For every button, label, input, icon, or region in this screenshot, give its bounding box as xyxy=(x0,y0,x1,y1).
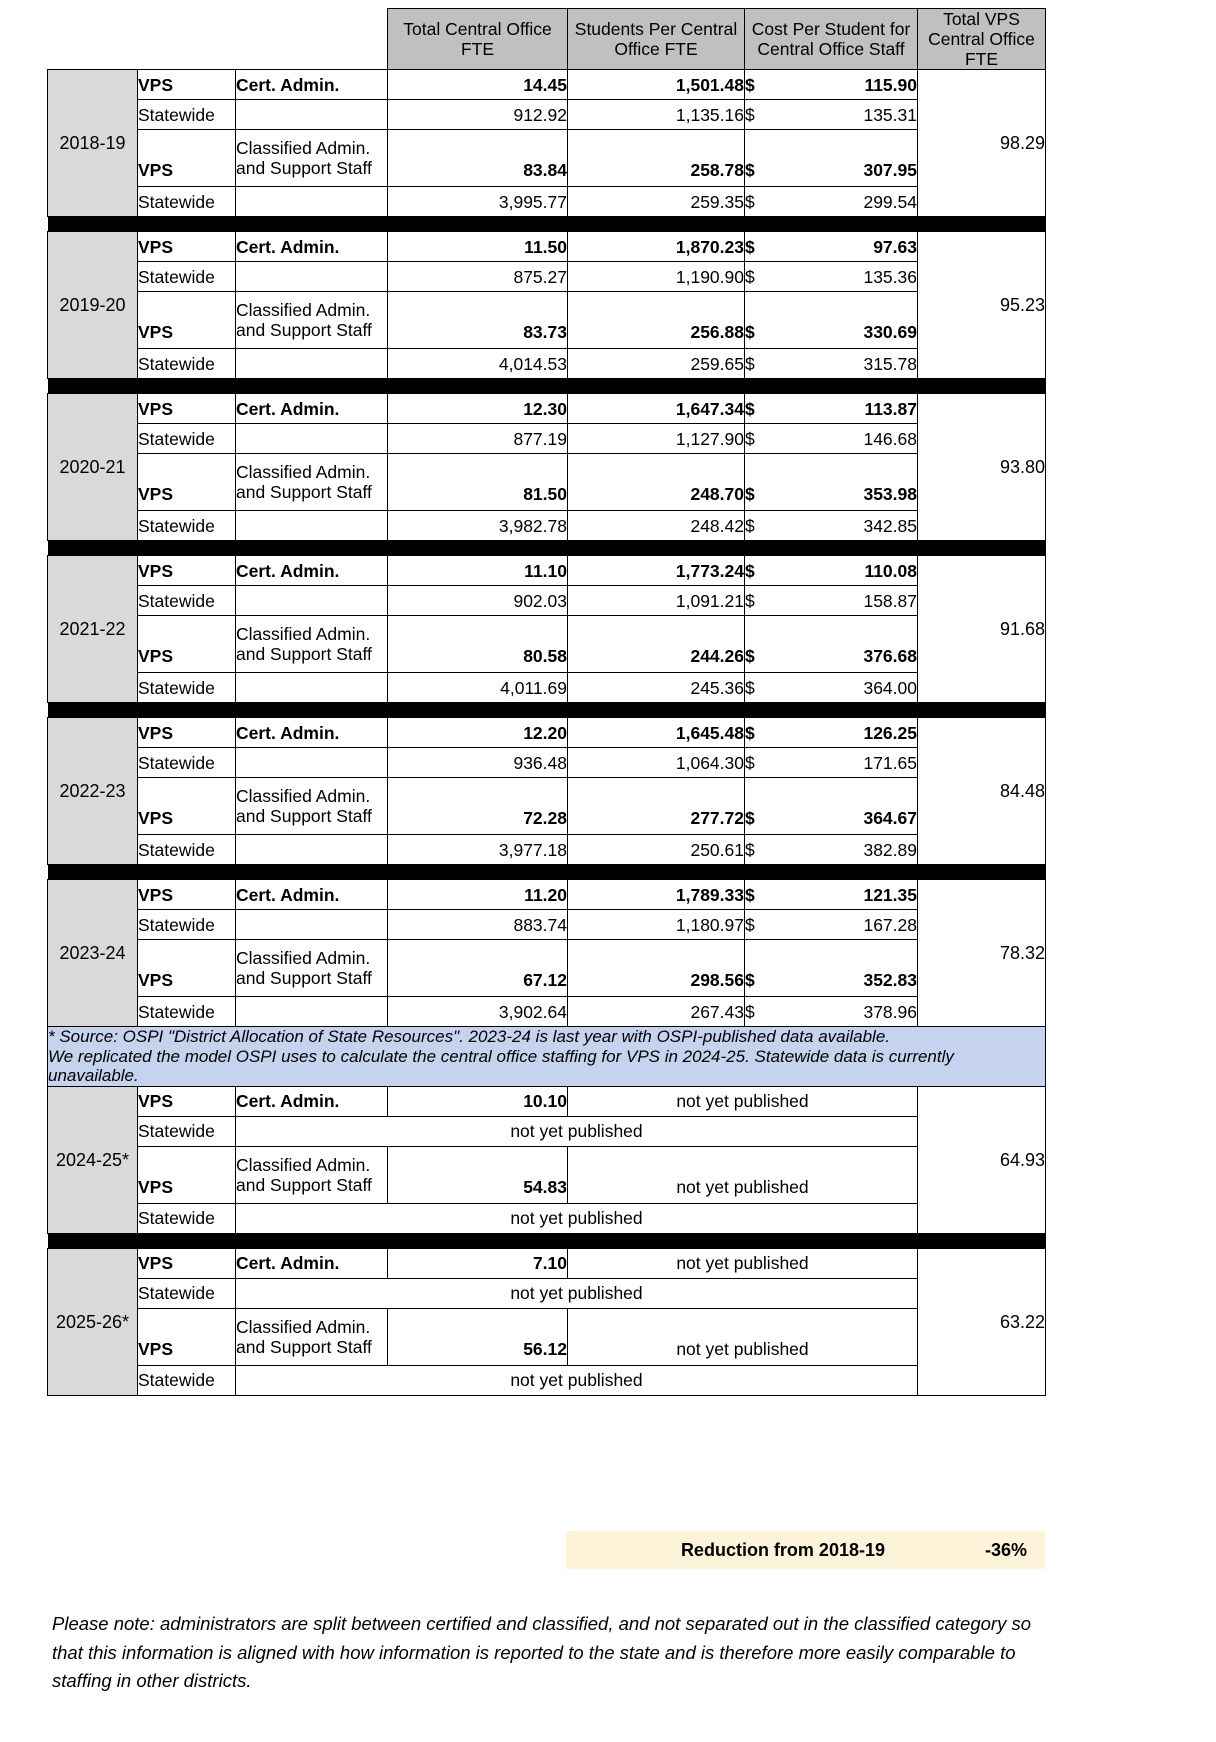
total-central-office-fte-value: 56.12 xyxy=(388,1309,568,1366)
total-central-office-fte-value: 883.74 xyxy=(388,910,568,940)
who-label: Statewide xyxy=(138,262,236,292)
category-label xyxy=(236,586,388,616)
total-central-office-fte-value: 4,014.53 xyxy=(388,349,568,379)
category-label: Classified Admin. and Support Staff xyxy=(236,454,388,511)
who-label: Statewide xyxy=(138,748,236,778)
category-label xyxy=(236,673,388,703)
dollar-sign: $ xyxy=(745,835,775,865)
who-label: VPS xyxy=(138,232,236,262)
total-central-office-fte-value: 72.28 xyxy=(388,778,568,835)
table-row xyxy=(48,586,1046,616)
cost-per-student-value: 158.87 xyxy=(775,586,918,616)
total-central-office-fte-value: 10.10 xyxy=(388,1087,568,1117)
category-label xyxy=(236,349,388,379)
total-vps-central-office-fte-value: 91.68 xyxy=(918,556,1046,703)
table-header-row xyxy=(48,9,1046,70)
students-per-fte-value: 1,127.90 xyxy=(568,424,745,454)
total-vps-central-office-fte-value: 78.32 xyxy=(918,880,1046,1027)
dollar-sign: $ xyxy=(745,511,775,541)
students-per-fte-value: 1,501.48 xyxy=(568,70,745,100)
who-label: Statewide xyxy=(138,1279,236,1309)
category-label: Cert. Admin. xyxy=(236,232,388,262)
who-label: Statewide xyxy=(138,349,236,379)
header-blank-category xyxy=(236,9,388,70)
students-per-fte-value: 258.78 xyxy=(568,130,745,187)
students-per-fte-value: 248.70 xyxy=(568,454,745,511)
category-label: Cert. Admin. xyxy=(236,1249,388,1279)
table-row xyxy=(48,1366,1046,1396)
students-per-fte-value: 267.43 xyxy=(568,997,745,1027)
category-label: Classified Admin. and Support Staff xyxy=(236,1147,388,1204)
category-label xyxy=(236,187,388,217)
category-label: Classified Admin. and Support Staff xyxy=(236,778,388,835)
students-per-fte-value: 1,091.21 xyxy=(568,586,745,616)
cost-per-student-value: 299.54 xyxy=(775,187,918,217)
dollar-sign: $ xyxy=(745,70,775,100)
who-label: Statewide xyxy=(138,511,236,541)
table-row xyxy=(48,835,1046,865)
dollar-sign: $ xyxy=(745,910,775,940)
students-per-fte-value: 259.65 xyxy=(568,349,745,379)
source-note-line-3: unavailable. xyxy=(48,1066,139,1086)
total-central-office-fte-value: 3,902.64 xyxy=(388,997,568,1027)
reduction-banner xyxy=(566,1531,1045,1569)
table-row xyxy=(48,880,1046,910)
cost-per-student-value: 115.90 xyxy=(775,70,918,100)
category-label xyxy=(236,997,388,1027)
dollar-sign: $ xyxy=(745,349,775,379)
who-label: Statewide xyxy=(138,424,236,454)
reduction-label: Reduction from 2018-19 xyxy=(680,1539,885,1560)
year-separator xyxy=(48,217,1046,232)
table-row xyxy=(48,424,1046,454)
students-per-fte-value: 1,190.90 xyxy=(568,262,745,292)
students-per-fte-value: 1,647.34 xyxy=(568,394,745,424)
dollar-sign: $ xyxy=(745,394,775,424)
total-central-office-fte-value: 875.27 xyxy=(388,262,568,292)
not-yet-published-value: not yet published xyxy=(236,1279,918,1309)
table-row xyxy=(48,187,1046,217)
cost-per-student-value: 376.68 xyxy=(775,616,918,673)
year-label: 2023-24 xyxy=(48,880,138,1027)
category-label xyxy=(236,910,388,940)
total-vps-central-office-fte-value: 84.48 xyxy=(918,718,1046,865)
table-row xyxy=(48,673,1046,703)
students-per-fte-value: 1,773.24 xyxy=(568,556,745,586)
dollar-sign: $ xyxy=(745,454,775,511)
header-total-central-office-fte: Total Central Office FTE xyxy=(388,9,568,70)
who-label: Statewide xyxy=(138,1204,236,1234)
category-label: Cert. Admin. xyxy=(236,880,388,910)
total-central-office-fte-value: 14.45 xyxy=(388,70,568,100)
cost-per-student-value: 342.85 xyxy=(775,511,918,541)
category-label: Classified Admin. and Support Staff xyxy=(236,1309,388,1366)
cost-per-student-value: 126.25 xyxy=(775,718,918,748)
year-label: 2025-26* xyxy=(48,1249,138,1396)
total-central-office-fte-value: 83.73 xyxy=(388,292,568,349)
students-per-fte-value: 1,180.97 xyxy=(568,910,745,940)
table-row xyxy=(48,511,1046,541)
dollar-sign: $ xyxy=(745,748,775,778)
students-per-fte-value: 1,645.48 xyxy=(568,718,745,748)
source-note xyxy=(48,1027,1046,1087)
dollar-sign: $ xyxy=(745,187,775,217)
table-row xyxy=(48,100,1046,130)
total-central-office-fte-value: 936.48 xyxy=(388,748,568,778)
who-label: VPS xyxy=(138,1147,236,1204)
table-row xyxy=(48,1204,1046,1234)
not-yet-published-value: not yet published xyxy=(236,1366,918,1396)
students-per-fte-value: 245.36 xyxy=(568,673,745,703)
dollar-sign: $ xyxy=(745,232,775,262)
table-row xyxy=(48,130,1046,187)
who-label: Statewide xyxy=(138,1117,236,1147)
total-central-office-fte-value: 67.12 xyxy=(388,940,568,997)
who-label: Statewide xyxy=(138,1366,236,1396)
year-separator xyxy=(48,541,1046,556)
dollar-sign: $ xyxy=(745,424,775,454)
total-central-office-fte-value: 83.84 xyxy=(388,130,568,187)
total-central-office-fte-value: 912.92 xyxy=(388,100,568,130)
total-central-office-fte-value: 54.83 xyxy=(388,1147,568,1204)
table-row xyxy=(48,232,1046,262)
year-separator xyxy=(48,703,1046,718)
cost-per-student-value: 307.95 xyxy=(775,130,918,187)
total-vps-central-office-fte-value: 64.93 xyxy=(918,1087,1046,1234)
dollar-sign: $ xyxy=(745,718,775,748)
cost-per-student-value: 364.67 xyxy=(775,778,918,835)
year-label: 2020-21 xyxy=(48,394,138,541)
who-label: VPS xyxy=(138,1087,236,1117)
total-central-office-fte-value: 4,011.69 xyxy=(388,673,568,703)
not-yet-published-value: not yet published xyxy=(236,1204,918,1234)
year-separator xyxy=(48,865,1046,880)
dollar-sign: $ xyxy=(745,940,775,997)
dollar-sign: $ xyxy=(745,292,775,349)
total-central-office-fte-value: 3,982.78 xyxy=(388,511,568,541)
table-row xyxy=(48,940,1046,997)
year-label: 2022-23 xyxy=(48,718,138,865)
category-label: Classified Admin. and Support Staff xyxy=(236,130,388,187)
who-label: VPS xyxy=(138,718,236,748)
table-row xyxy=(48,1249,1046,1279)
table-row xyxy=(48,616,1046,673)
cost-per-student-value: 167.28 xyxy=(775,910,918,940)
who-label: VPS xyxy=(138,778,236,835)
cost-per-student-value: 113.87 xyxy=(775,394,918,424)
who-label: VPS xyxy=(138,394,236,424)
dollar-sign: $ xyxy=(745,262,775,292)
total-central-office-fte-value: 3,977.18 xyxy=(388,835,568,865)
table-row xyxy=(48,1147,1046,1204)
category-label: Classified Admin. and Support Staff xyxy=(236,616,388,673)
total-central-office-fte-value: 11.20 xyxy=(388,880,568,910)
header-students-per-central-office-fte: Students Per Central Office FTE xyxy=(568,9,745,70)
table-row xyxy=(48,1279,1046,1309)
dollar-sign: $ xyxy=(745,556,775,586)
category-label xyxy=(236,748,388,778)
total-central-office-fte-value: 7.10 xyxy=(388,1249,568,1279)
table-row xyxy=(48,262,1046,292)
header-total-vps-central-office-fte: Total VPS Central Office FTE xyxy=(918,9,1046,70)
who-label: VPS xyxy=(138,292,236,349)
dollar-sign: $ xyxy=(745,586,775,616)
table-row xyxy=(48,292,1046,349)
category-label: Classified Admin. and Support Staff xyxy=(236,292,388,349)
source-note-line-2: We replicated the model OSPI uses to calculate the central office staffing for VPS in 2024-25. Statewide data is currently xyxy=(48,1046,954,1066)
category-label: Cert. Admin. xyxy=(236,556,388,586)
who-label: VPS xyxy=(138,1309,236,1366)
who-label: VPS xyxy=(138,1249,236,1279)
who-label: VPS xyxy=(138,454,236,511)
total-central-office-fte-value: 80.58 xyxy=(388,616,568,673)
who-label: Statewide xyxy=(138,835,236,865)
total-vps-central-office-fte-value: 95.23 xyxy=(918,232,1046,379)
students-per-fte-value: 244.26 xyxy=(568,616,745,673)
table-row xyxy=(48,556,1046,586)
cost-per-student-value: 97.63 xyxy=(775,232,918,262)
year-label: 2024-25* xyxy=(48,1087,138,1234)
who-label: Statewide xyxy=(138,910,236,940)
who-label: Statewide xyxy=(138,673,236,703)
year-label: 2018-19 xyxy=(48,70,138,217)
table-row xyxy=(48,910,1046,940)
students-per-fte-value: 1,064.30 xyxy=(568,748,745,778)
category-label: Classified Admin. and Support Staff xyxy=(236,940,388,997)
table-row xyxy=(48,1087,1046,1117)
cost-per-student-value: 315.78 xyxy=(775,349,918,379)
total-central-office-fte-value: 11.10 xyxy=(388,556,568,586)
table-row xyxy=(48,1117,1046,1147)
total-vps-central-office-fte-value: 98.29 xyxy=(918,70,1046,217)
students-per-fte-value: 256.88 xyxy=(568,292,745,349)
not-yet-published-value: not yet published xyxy=(568,1147,918,1204)
students-per-fte-value: 277.72 xyxy=(568,778,745,835)
cost-per-student-value: 330.69 xyxy=(775,292,918,349)
table-row xyxy=(48,718,1046,748)
students-per-fte-value: 259.35 xyxy=(568,187,745,217)
header-blank-year xyxy=(48,9,138,70)
category-label xyxy=(236,262,388,292)
cost-per-student-value: 352.83 xyxy=(775,940,918,997)
cost-per-student-value: 382.89 xyxy=(775,835,918,865)
not-yet-published-value: not yet published xyxy=(568,1087,918,1117)
total-central-office-fte-value: 12.20 xyxy=(388,718,568,748)
who-label: Statewide xyxy=(138,100,236,130)
category-label: Cert. Admin. xyxy=(236,1087,388,1117)
cost-per-student-value: 135.36 xyxy=(775,262,918,292)
students-per-fte-value: 248.42 xyxy=(568,511,745,541)
source-note-line-1: * Source: OSPI "District Allocation of State Resources". 2023-24 is last year with OSPI-published data available. xyxy=(48,1027,891,1047)
dollar-sign: $ xyxy=(745,100,775,130)
table-row xyxy=(48,454,1046,511)
year-label: 2019-20 xyxy=(48,232,138,379)
category-label: Cert. Admin. xyxy=(236,718,388,748)
who-label: VPS xyxy=(138,130,236,187)
category-label xyxy=(236,835,388,865)
header-blank-who xyxy=(138,9,236,70)
who-label: VPS xyxy=(138,70,236,100)
year-separator xyxy=(48,1234,1046,1249)
who-label: VPS xyxy=(138,880,236,910)
who-label: Statewide xyxy=(138,187,236,217)
not-yet-published-value: not yet published xyxy=(236,1117,918,1147)
table-row xyxy=(48,778,1046,835)
total-central-office-fte-value: 877.19 xyxy=(388,424,568,454)
source-note-row xyxy=(48,1027,1046,1087)
category-label xyxy=(236,100,388,130)
dollar-sign: $ xyxy=(745,616,775,673)
not-yet-published-value: not yet published xyxy=(568,1309,918,1366)
cost-per-student-value: 110.08 xyxy=(775,556,918,586)
total-vps-central-office-fte-value: 93.80 xyxy=(918,394,1046,541)
header-cost-per-student: Cost Per Student for Central Office Staff xyxy=(745,9,918,70)
students-per-fte-value: 1,789.33 xyxy=(568,880,745,910)
table-row xyxy=(48,70,1046,100)
cost-per-student-value: 364.00 xyxy=(775,673,918,703)
who-label: VPS xyxy=(138,616,236,673)
total-central-office-fte-value: 81.50 xyxy=(388,454,568,511)
who-label: Statewide xyxy=(138,586,236,616)
bottom-note: Please note: administrators are split between certified and classified, and not separated out in the classified category so that this information is aligned with how information is reported to the state and is therefore more easily comparable to staffing in other districts. xyxy=(52,1613,1032,1692)
total-central-office-fte-value: 902.03 xyxy=(388,586,568,616)
cost-per-student-value: 171.65 xyxy=(775,748,918,778)
table-row xyxy=(48,349,1046,379)
who-label: VPS xyxy=(138,940,236,997)
students-per-fte-value: 1,870.23 xyxy=(568,232,745,262)
category-label xyxy=(236,511,388,541)
dollar-sign: $ xyxy=(745,880,775,910)
table-row xyxy=(48,748,1046,778)
table-row xyxy=(48,1309,1046,1366)
table-row xyxy=(48,394,1046,424)
year-label: 2021-22 xyxy=(48,556,138,703)
total-central-office-fte-value: 3,995.77 xyxy=(388,187,568,217)
reduction-value: -36% xyxy=(984,1539,1027,1560)
who-label: Statewide xyxy=(138,997,236,1027)
year-separator xyxy=(48,379,1046,394)
category-label: Cert. Admin. xyxy=(236,394,388,424)
table-row xyxy=(48,997,1046,1027)
total-central-office-fte-value: 11.50 xyxy=(388,232,568,262)
who-label: VPS xyxy=(138,556,236,586)
category-label xyxy=(236,424,388,454)
dollar-sign: $ xyxy=(745,673,775,703)
dollar-sign: $ xyxy=(745,778,775,835)
students-per-fte-value: 1,135.16 xyxy=(568,100,745,130)
not-yet-published-value: not yet published xyxy=(568,1249,918,1279)
central-office-staffing-table xyxy=(47,8,1046,1396)
category-label: Cert. Admin. xyxy=(236,70,388,100)
cost-per-student-value: 135.31 xyxy=(775,100,918,130)
dollar-sign: $ xyxy=(745,130,775,187)
cost-per-student-value: 146.68 xyxy=(775,424,918,454)
students-per-fte-value: 298.56 xyxy=(568,940,745,997)
total-central-office-fte-value: 12.30 xyxy=(388,394,568,424)
cost-per-student-value: 121.35 xyxy=(775,880,918,910)
cost-per-student-value: 378.96 xyxy=(775,997,918,1027)
dollar-sign: $ xyxy=(745,997,775,1027)
cost-per-student-value: 353.98 xyxy=(775,454,918,511)
total-vps-central-office-fte-value: 63.22 xyxy=(918,1249,1046,1396)
students-per-fte-value: 250.61 xyxy=(568,835,745,865)
